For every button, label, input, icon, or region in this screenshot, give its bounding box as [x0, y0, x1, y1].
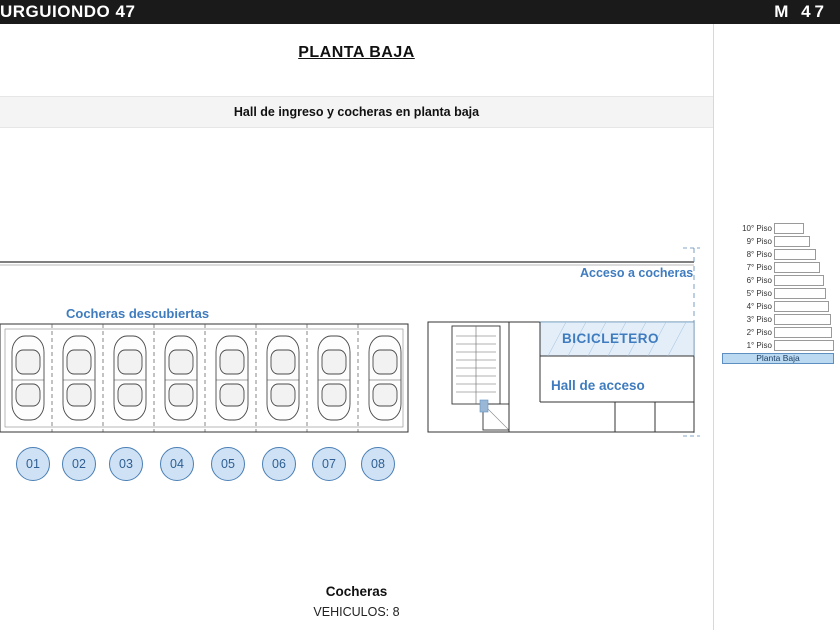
car-top-view — [12, 336, 44, 420]
footer-vehicle-count: VEHICULOS: 8 — [313, 605, 400, 619]
floor-item-8[interactable] — [722, 248, 834, 261]
floor-item-2[interactable] — [722, 326, 834, 339]
car-top-view — [216, 336, 248, 420]
parking-marker-05[interactable]: 05 — [211, 447, 245, 481]
floor-label: 3° Piso — [746, 315, 772, 324]
floor-bar — [774, 275, 824, 286]
floor-item-1[interactable] — [722, 339, 834, 352]
floor-label: Planta Baja — [756, 353, 800, 363]
floor-bar — [774, 223, 804, 234]
project-logo-right: M 47 — [774, 2, 828, 21]
car-top-view — [63, 336, 95, 420]
parking-marker-06[interactable]: 06 — [262, 447, 296, 481]
floor-label: 1° Piso — [746, 341, 772, 350]
floor-item-6[interactable] — [722, 274, 834, 287]
panel-divider — [713, 24, 714, 630]
floor-label: 9° Piso — [746, 237, 772, 246]
footer-title: Cocheras — [325, 584, 388, 599]
floor-item-3[interactable] — [722, 313, 834, 326]
floor-bar — [774, 340, 834, 351]
floor-bar — [774, 249, 816, 260]
car-top-view — [114, 336, 146, 420]
floor-item-5[interactable] — [722, 287, 834, 300]
page-title: PLANTA BAJA — [298, 44, 415, 61]
parking-marker-04[interactable]: 04 — [160, 447, 194, 481]
floor-bar — [774, 314, 831, 325]
floor-item-10[interactable] — [722, 222, 834, 235]
footer-summary — [0, 584, 713, 619]
floor-item-4[interactable] — [722, 300, 834, 313]
floor-bar — [774, 262, 820, 273]
floor-bar — [774, 236, 810, 247]
floor-bar — [774, 288, 826, 299]
car-top-view — [369, 336, 401, 420]
floor-bar — [774, 327, 832, 338]
floor-label: 5° Piso — [746, 289, 772, 298]
floor-item-9[interactable] — [722, 235, 834, 248]
parking-marker-08[interactable]: 08 — [361, 447, 395, 481]
floor-label: 7° Piso — [746, 263, 772, 272]
car-top-view — [165, 336, 197, 420]
parking-marker-01[interactable]: 01 — [16, 447, 50, 481]
floor-label: 6° Piso — [746, 276, 772, 285]
parking-marker-02[interactable]: 02 — [62, 447, 96, 481]
floor-label: 2° Piso — [746, 328, 772, 337]
label-acceso-cocheras: Acceso a cocheras — [580, 266, 694, 280]
parking-number-row — [0, 447, 713, 481]
floor-item-7[interactable] — [722, 261, 834, 274]
page-subtitle: Hall de ingreso y cocheras en planta baja — [233, 105, 480, 119]
floor-label: 8° Piso — [746, 250, 772, 259]
label-hall-acceso: Hall de acceso — [551, 378, 645, 393]
label-cocheras-descubiertas: Cocheras descubiertas — [66, 306, 210, 321]
parking-marker-07[interactable]: 07 — [312, 447, 346, 481]
floor-selector — [722, 222, 834, 365]
project-name-left: URGUIONDO 47 — [0, 2, 136, 21]
floor-item-planta-baja[interactable] — [722, 352, 834, 365]
car-top-view — [267, 336, 299, 420]
floor-label: 10° Piso — [742, 224, 772, 233]
floor-bar — [774, 301, 829, 312]
title-bar — [0, 0, 840, 24]
label-bicicletero: BICICLETERO — [562, 331, 660, 346]
floor-label: 4° Piso — [746, 302, 772, 311]
car-top-view — [318, 336, 350, 420]
subtitle-band — [0, 96, 713, 128]
parking-marker-03[interactable]: 03 — [109, 447, 143, 481]
plan-panel — [0, 24, 713, 630]
